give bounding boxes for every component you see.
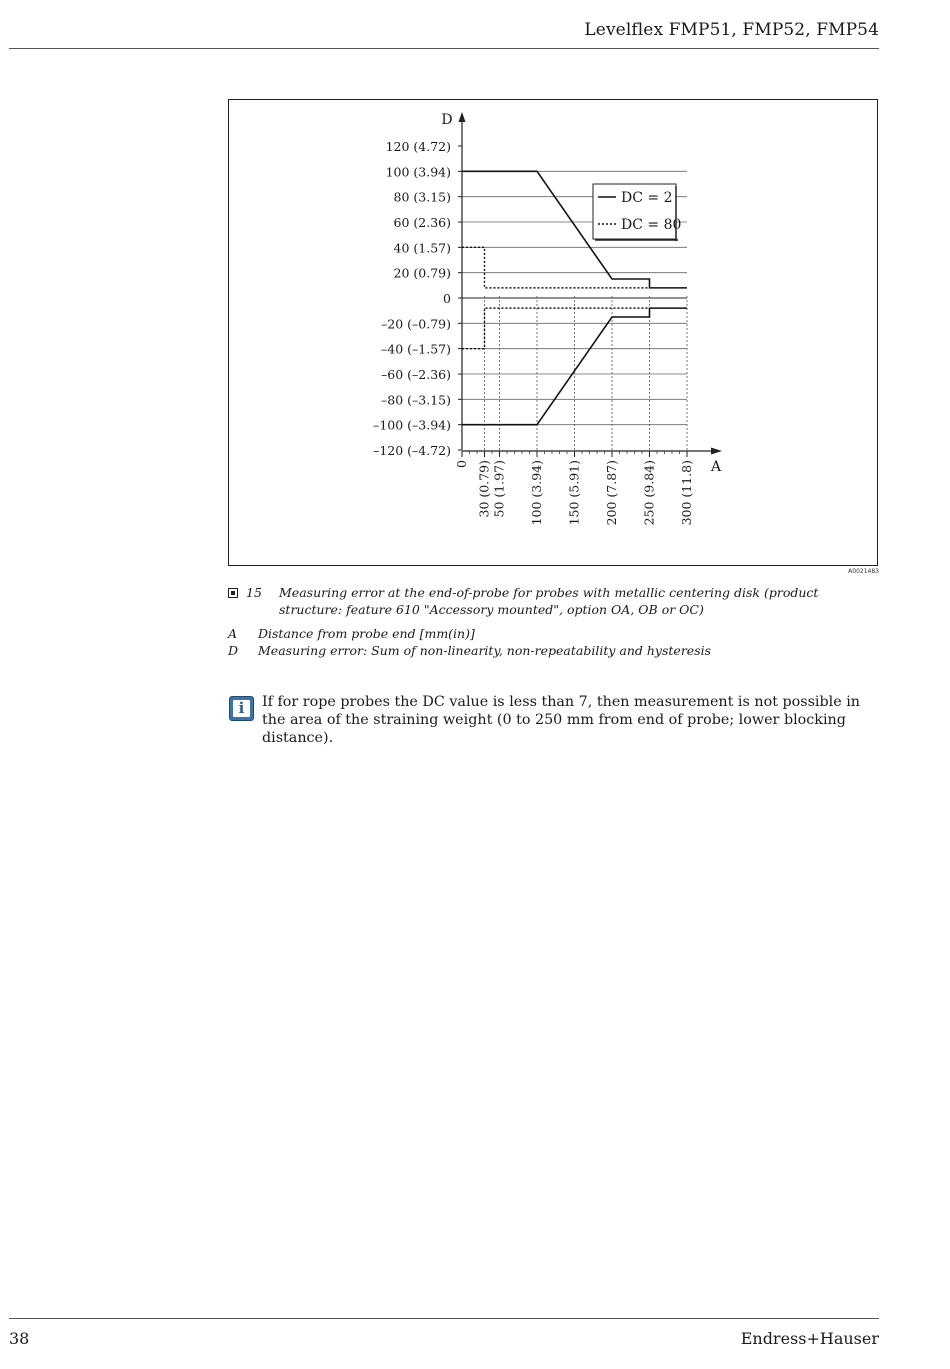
- legend-key: A: [228, 626, 238, 641]
- x-tick-label: 150 (5.91): [566, 460, 582, 526]
- y-tick-label: –80 (–3.15): [381, 392, 451, 408]
- y-tick-label: 0: [443, 291, 451, 306]
- y-tick-label: 80 (3.15): [393, 189, 451, 205]
- footer-brand: Endress+Hauser: [740, 1329, 879, 1348]
- series-dc80-line: [462, 308, 650, 349]
- y-axis-arrow: [459, 112, 466, 122]
- legend-label: DC = 80: [621, 217, 682, 233]
- y-tick-label: –100 (–3.94): [373, 417, 451, 433]
- figure-caption: [228, 584, 878, 617]
- x-tick-label: 200 (7.87): [604, 460, 619, 526]
- info-icon: i: [229, 696, 254, 721]
- legend-label: DC = 2: [621, 190, 673, 206]
- x-axis-arrow: [711, 448, 722, 455]
- footer-divider: [9, 1318, 879, 1319]
- measuring-error-chart: [0, 0, 950, 600]
- document-header-title: Levelflex FMP51, FMP52, FMP54: [584, 20, 879, 40]
- y-tick-label: 40 (1.57): [393, 240, 451, 256]
- y-tick-label: –60 (–2.36): [381, 367, 451, 382]
- figure-icon: [228, 588, 238, 598]
- figure-number: 15: [246, 585, 262, 600]
- x-axis-label: A: [710, 459, 722, 475]
- x-tick-label: 30 (0.79): [476, 460, 492, 518]
- x-tick-label: 0: [454, 460, 469, 468]
- legend-text: Distance from probe end [mm(in)]: [258, 626, 475, 641]
- y-axis-label: D: [441, 112, 453, 128]
- y-tick-label: –40 (–1.57): [381, 341, 451, 357]
- page-number: 38: [9, 1329, 30, 1348]
- y-tick-label: –120 (–4.72): [373, 443, 451, 458]
- figure-caption-text: Measuring error at the end-of-probe for probes with metallic centering disk (product structure: feature 610 "Accessory mounted", option OA, OB or OC): [279, 585, 819, 617]
- y-tick-label: 20 (0.79): [393, 265, 451, 281]
- legend-text: Measuring error: Sum of non-linearity, non-repeatability and hysteresis: [258, 643, 712, 658]
- y-tick-label: 60 (2.36): [393, 215, 451, 230]
- info-note-text: If for rope probes the DC value is less than 7, then measurement is not possible in the area of the straining weight (0 to 250 mm from end of probe; lower blocking distance).: [262, 694, 860, 746]
- x-tick-label: 50 (1.97): [491, 460, 507, 518]
- y-tick-label: –20 (–0.79): [381, 316, 451, 332]
- legend-key: D: [228, 643, 239, 658]
- series-dc80-line: [462, 247, 650, 288]
- x-tick-label: 300 (11.8): [679, 460, 694, 526]
- figure-code: A0021483: [848, 568, 879, 575]
- x-tick-label: 250 (9.84): [641, 460, 657, 526]
- x-tick-label: 100 (3.94): [529, 460, 544, 526]
- y-tick-label: 100 (3.94): [385, 164, 451, 180]
- y-tick-label: 120 (4.72): [385, 139, 451, 154]
